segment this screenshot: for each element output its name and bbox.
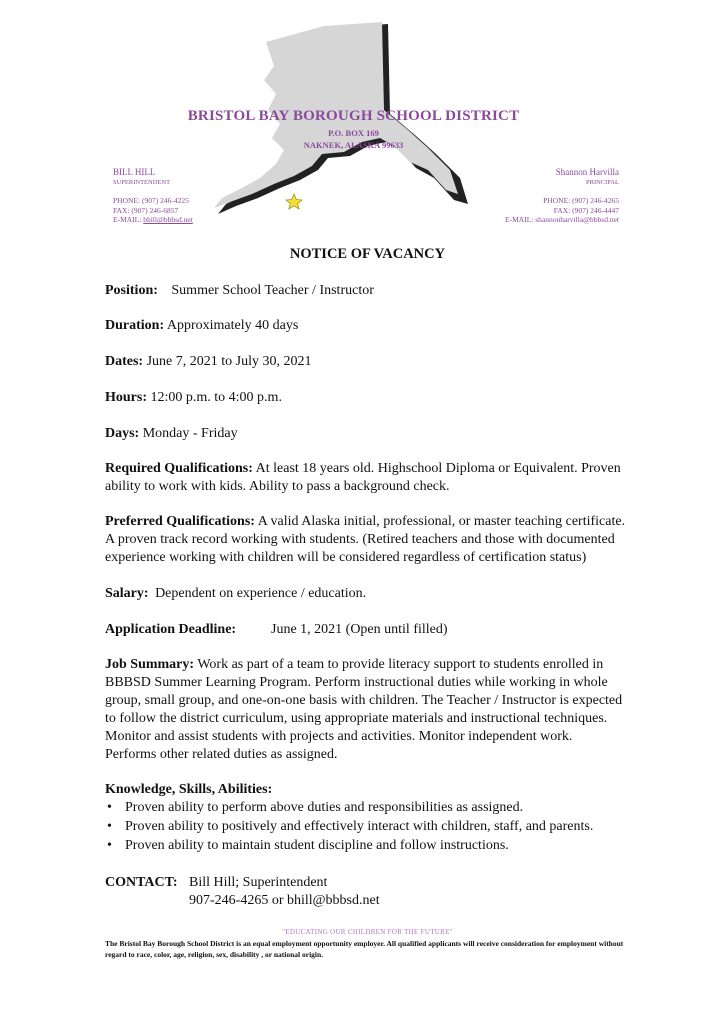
dates-value: June 7, 2021 to July 30, 2021 — [146, 354, 312, 369]
eeo-statement: The Bristol Bay Borough School District is an equal employment opportunity employer. All qualified applicants will receive consideration for employment without regard to race, color, age, religion, sex, disability , or national origin. — [105, 939, 624, 959]
required-value: At least 18 years old. Highschool Diploma or Equivalent. Proven ability to work with kids. Ability to pass a background check. — [105, 461, 621, 494]
superintendent-email-link[interactable]: bhill@bbbsd.net — [143, 215, 193, 224]
duration-field — [105, 317, 625, 335]
hours-field — [105, 389, 625, 407]
summary-value: Work as part of a team to provide literacy support to students enrolled in BBBSD Summer Learning Program. Perform instructional duties while working in whole group, small group, and one-on-one basis with children. The Teacher / Instructor is expected to follow the district curriculum, using appropriate materials and instructional techniques. Monitor and assist students with projects and activities. Monitor independent work. Performs other related duties as assigned. — [105, 657, 623, 762]
duration-value: Approximately 40 days — [166, 318, 299, 333]
superintendent-role: SUPERINTENDENT — [113, 178, 171, 186]
motto: "EDUCATING OUR CHILDREN FOR THE FUTURE" — [282, 928, 453, 936]
deadline-value: June 1, 2021 (Open until filled) — [271, 622, 448, 637]
po-box: P.O. BOX 169 — [328, 128, 379, 138]
preferred-qualifications — [105, 513, 627, 567]
superintendent-contact — [113, 168, 193, 225]
list-item: • Proven ability to positively and effectively interact with children, staff, and parents. — [105, 817, 593, 836]
days-label: Days: — [105, 426, 140, 441]
superintendent-phone: PHONE: (907) 246-4225 — [113, 196, 189, 205]
duration-label: Duration: — [105, 318, 165, 333]
principal-role: PRINCIPAL — [586, 178, 619, 186]
principal-name: Shannon Harvilla — [555, 167, 619, 177]
contact-label: CONTACT: — [105, 875, 178, 890]
job-summary — [105, 656, 627, 764]
principal-contact — [505, 168, 619, 225]
superintendent-name: BILL HILL — [113, 167, 156, 177]
principal-phone: PHONE: (907) 246-4265 — [543, 196, 619, 205]
position-label: Position: — [105, 283, 158, 298]
summary-label: Job Summary: — [105, 657, 195, 672]
district-name: BRISTOL BAY BOROUGH SCHOOL DISTRICT — [187, 108, 520, 124]
principal-email: E-MAIL: shannonharvilla@bbbsd.net — [505, 215, 619, 224]
dates-field — [105, 353, 625, 371]
required-qualifications — [105, 460, 627, 496]
hours-label: Hours: — [105, 390, 147, 405]
ksa-heading: Knowledge, Skills, Abilities: — [105, 782, 273, 797]
days-value: Monday - Friday — [142, 426, 238, 441]
salary-field — [105, 585, 625, 603]
hours-value: 12:00 p.m. to 4:00 p.m. — [150, 390, 282, 405]
page-title: NOTICE OF VACANCY — [289, 246, 446, 262]
days-field — [105, 425, 625, 443]
principal-fax: FAX: (907) 246-4447 — [553, 205, 619, 215]
deadline-field — [105, 621, 625, 639]
salary-value: Dependent on experience / education. — [155, 586, 367, 601]
position-field — [105, 282, 625, 300]
required-label: Required Qualifications: — [105, 461, 253, 476]
superintendent-fax: FAX: (907) 246-6857 — [113, 205, 179, 215]
salary-label: Salary: — [105, 586, 149, 601]
contact-block — [105, 874, 625, 892]
ksa-list — [105, 798, 593, 855]
dates-label: Dates: — [105, 354, 144, 369]
deadline-label: Application Deadline: — [105, 622, 237, 637]
contact-line-1: Bill Hill; Superintendent — [189, 875, 328, 890]
preferred-label: Preferred Qualifications: — [105, 514, 255, 529]
position-value: Summer School Teacher / Instructor — [171, 283, 374, 298]
contact-line-2: 907-246-4265 or bhill@bbbsd.net — [189, 893, 380, 908]
list-item: • Proven ability to maintain student discipline and follow instructions. — [105, 836, 593, 855]
list-item: • Proven ability to perform above duties and responsibilities as assigned. — [105, 798, 593, 817]
city-address: NAKNEK, ALASKA 99633 — [303, 140, 404, 150]
preferred-value: A valid Alaska initial, professional, or master teaching certificate. A proven track record working with students. (Retired teachers and those with documented experience working with children will be considered regardless of certification status) — [105, 514, 626, 565]
star-icon — [286, 194, 302, 209]
email-label: E-MAIL: — [113, 215, 142, 224]
